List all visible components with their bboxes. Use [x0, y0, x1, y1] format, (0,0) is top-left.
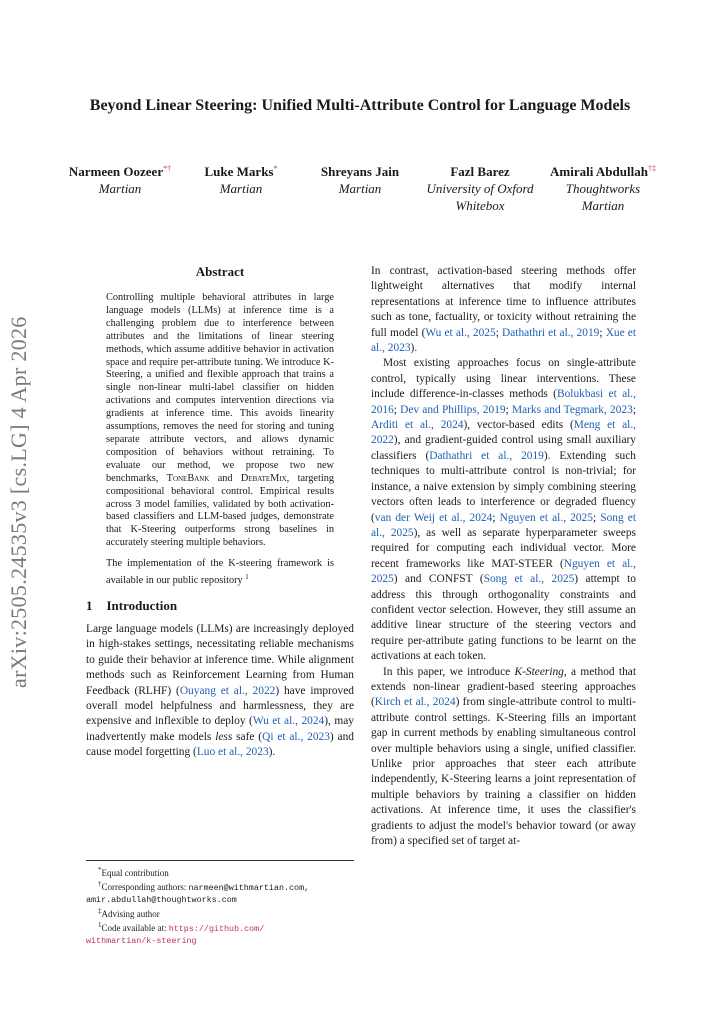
body-text: ), as well as separate hyperparameter sweeps required for computing each individual vector. More recent frameworks like MAT-STEER ( — [371, 526, 636, 570]
code-link[interactable]: https://github.com/ — [168, 924, 265, 934]
abstract-body — [106, 292, 334, 588]
author-affiliation: University of Oxford — [426, 181, 534, 196]
footnote-mark: 1 — [98, 921, 102, 929]
left-column — [86, 264, 354, 761]
body-text: ), and gradient-guided control using small auxiliary classifiers ( — [371, 434, 636, 462]
body-text: ) and cause model forgetting ( — [86, 730, 354, 759]
citation-link[interactable]: Qi et al., 2023 — [262, 730, 330, 743]
citation-link[interactable]: Wu et al., 2024 — [252, 715, 325, 728]
body-text: ) have improved overall model helpfulness and harmlessness, they are expensive and inflexible to deploy ( — [86, 684, 354, 728]
separator: ; — [592, 511, 601, 524]
author-name: Luke Marks — [204, 164, 274, 179]
author-affiliation: Martian — [98, 181, 142, 196]
author-marks: †‡ — [647, 164, 656, 173]
footnote — [86, 906, 354, 920]
citation-link[interactable]: Nguyen et al., 2025 — [499, 511, 593, 524]
citation-link[interactable]: Arditi et al., 2024 — [371, 419, 464, 432]
citation-link[interactable]: Luo et al., 2023 — [196, 746, 269, 759]
footnote — [86, 865, 354, 879]
body-text: , a method that extends non-linear gradient-based steering approaches ( — [371, 665, 636, 709]
citation-link[interactable]: Dathathri et al., 2019 — [502, 326, 600, 339]
footnote-mark: † — [98, 880, 102, 888]
author-affiliation: Thoughtworks — [565, 181, 641, 196]
author-3 — [308, 160, 412, 197]
footnote-text: Code available at: — [101, 923, 169, 933]
section-number: 1 — [86, 597, 93, 613]
author-name: Amirali Abdullah — [550, 164, 648, 179]
citation-link[interactable]: Kirch et al., 2024 — [374, 696, 456, 709]
right-column — [371, 264, 636, 849]
citation-link[interactable]: Song et al., 2025 — [371, 511, 637, 539]
abstract-text: , targeting compositional behavioral control. Empirical results across 3 model families, validated by both activation-based classifiers and LLM-based judges, demonstrate that K-Steering outperforms strong baselines in accurately steering multiple behaviors. — [106, 472, 334, 549]
author-1 — [60, 160, 180, 197]
body-text: Large language models (LLMs) are increasingly deployed in high-stakes settings, necessitating reliable mechanisms to guide their behavior at inference time. While alignment methods such as Reinforcement Learning from Human Feedback (RLHF) ( — [86, 622, 354, 697]
abstract-paragraph — [106, 558, 334, 588]
section-title: Introduction — [106, 597, 178, 613]
paper-title: Beyond Linear Steering: Unified Multi-Attribute Control for Language Models — [89, 97, 631, 114]
footnote-mark: ‡ — [98, 907, 102, 915]
citation-link[interactable]: Song et al., 2025 — [483, 573, 575, 586]
separator: ; — [599, 326, 606, 339]
body-text: ), may inadvertently make models — [86, 715, 354, 743]
abstract-text: and — [209, 472, 241, 484]
body-text: ), vector-based edits ( — [463, 419, 574, 432]
body-text: ). — [268, 746, 276, 759]
author-5 — [540, 160, 666, 214]
benchmark-name: DebateMix — [240, 472, 287, 484]
emphasis-text: less — [215, 730, 233, 743]
author-affiliation: Martian — [219, 181, 263, 196]
body-text: ). Extending such techniques to multi-attribute control is non-trivial; for instance, a naive extension by simply combining steering vectors often leads to interference or degraded fluency ( — [371, 449, 636, 524]
body-text: ) attempt to address this through orthogonality constraints and confident vector selection. However, they still assume an additive linear structure of the steering vectors and require per-attribute gating functions to be learnt on the activations at each token. — [371, 573, 636, 663]
separator: ; — [495, 326, 503, 339]
arxiv-stamp: arXiv:2505.24535v3 [cs.LG] 4 Apr 2026 — [6, 316, 31, 688]
author-affiliation: Whitebox — [455, 198, 505, 213]
author-name: Narmeen Oozeer — [68, 164, 164, 179]
emphasis-text: K-Steering — [514, 665, 564, 678]
body-paragraph — [371, 264, 636, 356]
author-marks: *† — [163, 164, 172, 173]
body-text: ). — [410, 342, 418, 355]
citation-link[interactable]: Xue et al., 2023 — [371, 326, 637, 355]
body-text: In this paper, we introduce — [383, 665, 515, 678]
footnote-mark: 1 — [245, 573, 249, 582]
body-paragraph — [86, 622, 354, 761]
citation-link[interactable]: Marks and Tegmark, 2023 — [511, 403, 633, 416]
citation-link[interactable]: Meng et al., 2022 — [371, 419, 637, 447]
author-2 — [188, 160, 294, 197]
citation-link[interactable]: Nguyen et al., 2025 — [371, 557, 636, 586]
footnote — [86, 879, 354, 894]
author-affiliation: Martian — [581, 198, 625, 213]
citation-link[interactable]: Bolukbasi et al., 2016 — [371, 388, 636, 416]
body-text: ) and CONFST ( — [393, 573, 484, 586]
footnote-text: Equal contribution — [101, 868, 169, 878]
body-paragraph — [371, 356, 636, 664]
author-4 — [418, 160, 542, 214]
body-text: safe ( — [232, 730, 263, 743]
author-name: Fazl Barez — [450, 164, 510, 179]
footnote-continued — [86, 935, 354, 947]
citation-link[interactable]: Wu et al., 2025 — [425, 326, 496, 339]
email-address: narmeen@withmartian.com, — [188, 883, 310, 893]
footnote-text: Advising author — [101, 909, 160, 919]
footnotes — [86, 860, 354, 947]
abstract-paragraph — [106, 292, 334, 550]
citation-link[interactable]: Ouyang et al., 2022 — [179, 684, 276, 697]
benchmark-name: ToneBank — [166, 472, 210, 484]
body-text: ) from single-attribute control to multi-attribute control settings. K-Steering fills an important gap in current methods by enabling simultaneous control over multiple behaviors using a single, unified classifier. Unlike prior approaches that steer each attribute independently, K-Steering learns a joint representation of multiple behaviors by training a classifier on hidden activations. At inference time, it uses the classifier's gradients to adjust the model's behavior toward (or away from) a specified set of target at- — [371, 696, 636, 848]
citation-link[interactable]: van der Weij et al., 2024 — [374, 511, 493, 524]
author-marks: * — [273, 164, 278, 173]
footnote-mark: * — [98, 866, 102, 874]
body-text: Most existing approaches focus on single-attribute control, typically using linear interventions. These include difference-in-classes methods ( — [371, 357, 636, 401]
citation-link[interactable]: Dev and Phillips, 2019 — [400, 403, 506, 416]
body-paragraph — [371, 665, 636, 850]
abstract-text: The implementation of the K-steering framework is available in our public repository — [106, 558, 334, 587]
separator: ; — [632, 403, 636, 416]
citation-link[interactable]: Dathathri et al., 2019 — [429, 449, 544, 462]
body-text: In contrast, activation-based steering methods offer lightweight alternatives that modify internal representations at inference time to influence attributes such as tone, factuality, or toxicity without retraining the full model ( — [371, 265, 636, 339]
footnote-continued — [86, 894, 354, 906]
section-heading — [86, 598, 354, 614]
footnote — [86, 920, 354, 935]
abstract-text: Controlling multiple behavioral attributes in large language models (LLMs) at inference time is a challenging problem due to interference between attributes and the limitations of linear steering methods, which assume additive behavior in activation space and require per-attribute tuning. We introduce K-Steering, a unified and flexible approach that trains a single non-linear multi-label classifier on hidden activations and computes intervention directions via gradients at inference time. This avoids linearity assumptions, removes the need for storing and tuning separate attribute vectors, and allows dynamic composition of behaviors without retraining. To evaluate our method, we propose two new benchmarks, — [106, 292, 334, 484]
email-address: amir.abdullah@thoughtworks.com — [86, 895, 237, 905]
separator: ; — [393, 403, 401, 416]
code-link[interactable]: withmartian/k-steering — [86, 936, 197, 946]
author-block — [60, 160, 670, 220]
footnote-text: Corresponding authors: — [101, 882, 189, 892]
separator: ; — [505, 403, 512, 416]
separator: ; — [492, 511, 500, 524]
author-affiliation: Martian — [338, 181, 382, 196]
author-name: Shreyans Jain — [320, 164, 400, 179]
abstract-heading: Abstract — [195, 264, 245, 279]
